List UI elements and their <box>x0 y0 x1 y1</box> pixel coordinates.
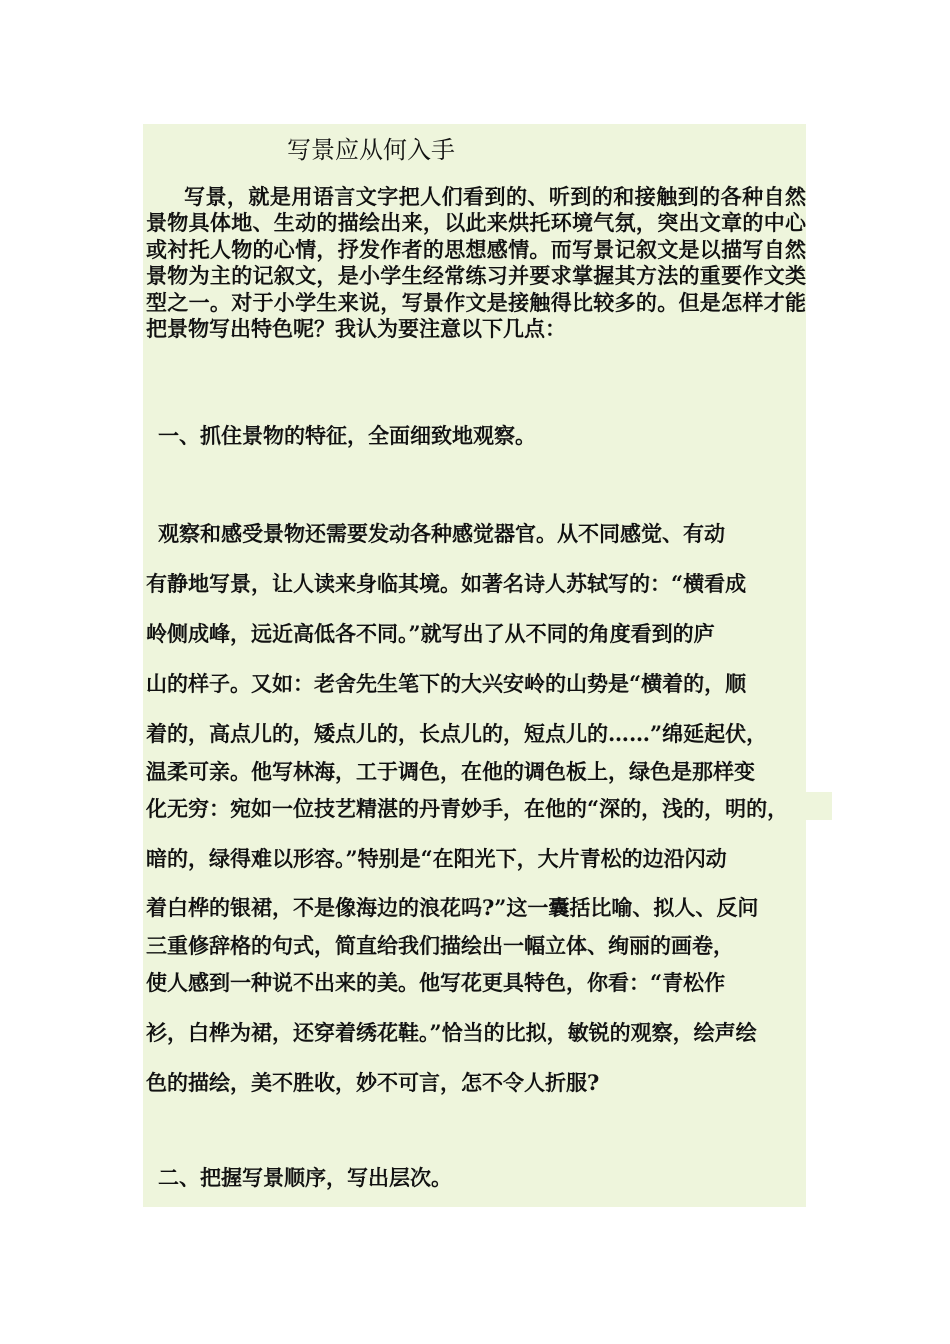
section-heading-1: 一、抓住景物的特征，全面细致地观察。 <box>158 423 536 448</box>
body-line: 衫，白桦为裙，还穿着绣花鞋。”恰当的比拟，敏锐的观察，绘声绘 <box>146 1020 757 1045</box>
body-line: 温柔可亲。他写林海，工于调色，在他的调色板上，绿色是那样变 <box>146 759 755 784</box>
body-line: 有静地写景，让人读来身临其境。如著名诗人苏轼写的：“横看成 <box>146 571 747 596</box>
body-line: 岭侧成峰，远近高低各不同。”就写出了从不同的角度看到的庐 <box>146 621 715 646</box>
body-line: 观察和感受景物还需要发动各种感觉器官。从不同感觉、有动 <box>158 521 725 546</box>
highlight-overflow-strip <box>806 792 832 820</box>
body-line: 使人感到一种说不出来的美。他写花更具特色，你看：“青松作 <box>146 970 726 995</box>
body-line: 暗的，绿得难以形容。”特别是“在阳光下，大片青松的边沿闪动 <box>146 846 727 871</box>
body-line: 化无穷：宛如一位技艺精湛的丹青妙手，在他的“深的，浅的，明的， <box>146 796 789 821</box>
body-line: 色的描绘，美不胜收，妙不可言，怎不令人折服? <box>146 1070 600 1095</box>
document-title: 写景应从何入手 <box>287 136 455 164</box>
section-heading-2: 二、把握写景顺序，写出层次。 <box>158 1165 452 1190</box>
body-line: 着的，高点儿的，矮点儿的，长点儿的，短点儿的……”绵延起伏， <box>146 721 768 746</box>
body-line: 三重修辞格的句式，简直给我们描绘出一幅立体、绚丽的画卷， <box>146 933 734 958</box>
body-line: 山的样子。又如：老舍先生笔下的大兴安岭的山势是“横着的，顺 <box>146 671 747 696</box>
intro-paragraph: 写景，就是用语言文字把人们看到的、听到的和接触到的各种自然景物具体地、生动的描绘出来，以此来烘托环境气氛，突出文章的中心或衬托人物的心情，抒发作者的思想感情。而写景记叙文是以描写自然景物为主的记叙文，是小学生经常练习并要求掌握其方法的重要作文类型之一。对于小学生来说，写景作文是接触得比较多的。但是怎样才能把景物写出特色呢？我认为要注意以下几点： <box>146 184 806 342</box>
body-line: 着白桦的银裙，不是像海边的浪花吗?”这一囊括比喻、拟人、反问 <box>146 895 759 920</box>
